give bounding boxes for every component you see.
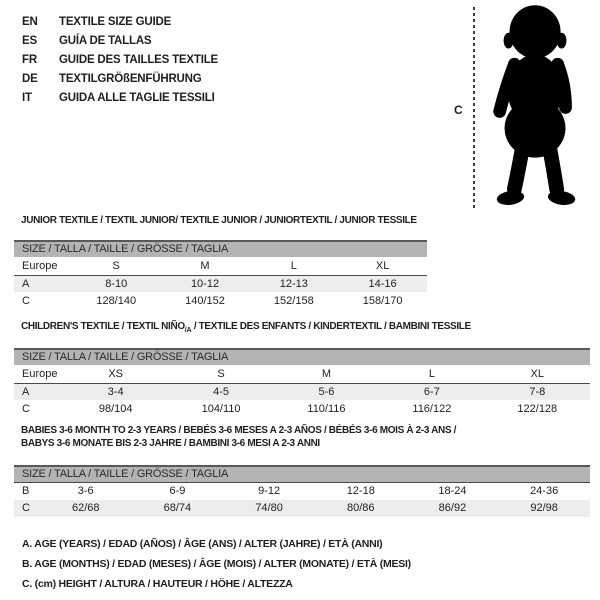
junior-size-header-label: SIZE / TALLA / TAILLE / GRÖSSE / TAGLIA xyxy=(14,241,427,257)
babies-size-table xyxy=(14,465,590,517)
junior-value-cell: 14-16 xyxy=(338,275,427,292)
junior-size-column-header: S xyxy=(72,257,161,275)
junior-value-cell: 8-10 xyxy=(72,275,161,292)
language-label: TEXTILGRÖßENFÜHRUNG xyxy=(59,73,202,85)
junior-value-cell: 140/152 xyxy=(185,294,225,307)
babies-textile-section xyxy=(14,424,590,514)
children-value-cell: 116/122 xyxy=(412,402,452,415)
junior-row-A xyxy=(14,275,427,292)
babies-value-cell: 92/98 xyxy=(498,500,590,517)
legend-age-years: A. AGE (YEARS) / EDAD (AÑOS) / ÂGE (ANS) / ALTER (JAHRE) / ETÀ (ANNI) xyxy=(22,538,383,550)
children-value-cell: 5-6 xyxy=(274,383,379,400)
junior-region-row xyxy=(14,257,427,275)
babies-size-header-label: SIZE / TALLA / TAILLE / GRÖSSE / TAGLIA xyxy=(14,466,590,483)
junior-textile-section xyxy=(14,214,427,307)
junior-size-column-header: XL xyxy=(338,257,427,275)
babies-value-cell: 24-36 xyxy=(530,485,559,498)
language-list xyxy=(22,13,218,108)
babies-value-cell: 18-24 xyxy=(438,485,467,498)
children-size-column-header: L xyxy=(379,365,484,383)
children-row-C xyxy=(14,400,590,417)
junior-row-C xyxy=(14,292,427,309)
language-label: TEXTILE SIZE GUIDE xyxy=(59,16,172,28)
language-code: ES xyxy=(22,35,37,47)
babies-value-cell: 80/86 xyxy=(315,500,407,517)
children-size-column-header: M xyxy=(274,365,379,383)
legend-age-months: B. AGE (MONTHS) / EDAD (MESES) / ÂGE (MOIS) / ALTER (MONATE) / ETÀ (MESI) xyxy=(22,558,411,570)
children-title-subscript: /A xyxy=(184,327,192,334)
legend xyxy=(22,534,411,594)
children-value-cell: 122/128 xyxy=(517,402,558,415)
junior-row-label: C xyxy=(22,294,30,307)
junior-value-cell: 128/140 xyxy=(96,294,137,307)
children-value-cell: 110/116 xyxy=(307,402,346,415)
height-dotted-line xyxy=(473,7,475,208)
language-row-it xyxy=(22,89,218,108)
children-value-cell: 104/110 xyxy=(201,402,241,415)
junior-section-title: JUNIOR TEXTILE / TEXTIL JUNIOR/ TEXTILE JUNIOR / JUNIORTEXTIL / JUNIOR TESSILE xyxy=(21,215,417,226)
children-region-label: Europe xyxy=(14,365,63,383)
language-label: GUÍA DE TALLAS xyxy=(59,35,152,47)
babies-value-cell: 12-18 xyxy=(346,485,375,498)
language-row-es xyxy=(22,32,218,51)
children-size-header-bar xyxy=(14,349,590,365)
babies-row-label: B xyxy=(22,485,30,498)
language-code: FR xyxy=(22,54,37,66)
children-size-column-header: XL xyxy=(485,365,590,383)
language-code: EN xyxy=(22,16,38,28)
language-row-de xyxy=(22,70,218,89)
children-size-header-label: SIZE / TALLA / TAILLE / GRÖSSE / TAGLIA xyxy=(14,349,590,365)
language-label: GUIDE DES TAILLES TEXTILE xyxy=(59,54,218,66)
babies-value-cell: 9-12 xyxy=(258,485,281,498)
babies-title-line1: BABIES 3-6 MONTH TO 2-3 YEARS / BEBÉS 3-6 MESES A 2-3 AÑOS / BÉBÉS 3-6 MOIS À 2-3 ANS / xyxy=(21,425,457,436)
language-row-fr xyxy=(22,51,218,70)
junior-region-label: Europe xyxy=(14,257,72,275)
babies-row-label: C xyxy=(14,500,40,517)
language-code: IT xyxy=(22,92,32,104)
babies-size-header-bar xyxy=(14,466,590,483)
children-value-cell: 4-5 xyxy=(168,383,273,400)
babies-row-C xyxy=(14,500,590,517)
children-region-row xyxy=(14,365,590,383)
children-title-text: CHILDREN'S TEXTILE / TEXTIL NIÑO xyxy=(21,321,185,332)
height-marker-label: C xyxy=(454,103,463,117)
children-value-cell: 3-4 xyxy=(63,383,168,400)
baby-silhouette-icon xyxy=(481,3,594,210)
babies-value-cell: 68/74 xyxy=(132,500,224,517)
children-size-column-header: S xyxy=(168,365,273,383)
junior-value-cell: 12-13 xyxy=(249,275,338,292)
children-title-text: / TEXTILE DES ENFANTS / KINDERTEXTIL / BAMBINI TESSILE xyxy=(191,321,471,332)
children-row-label: A xyxy=(14,383,63,400)
legend-height-cm: C. (cm) HEIGHT / ALTURA / HAUTEUR / HÖHE / ALTEZZA xyxy=(22,578,293,590)
children-section-title xyxy=(14,320,590,337)
language-label: GUIDA ALLE TAGLIE TESSILI xyxy=(59,92,215,104)
junior-value-cell: 10-12 xyxy=(161,275,250,292)
junior-value-cell: 152/158 xyxy=(273,294,314,307)
babies-title-line2: BABYS 3-6 MONATE BIS 2-3 JAHRE / BAMBINI 3-6 MESI A 2-3 ANNI xyxy=(21,438,320,449)
babies-value-cell: 74/80 xyxy=(223,500,315,517)
junior-size-column-header: M xyxy=(161,257,250,275)
babies-value-cell: 62/68 xyxy=(40,500,132,517)
babies-value-cell: 6-9 xyxy=(169,485,186,498)
babies-row-B xyxy=(14,483,590,500)
babies-value-cell: 3-6 xyxy=(77,485,94,498)
children-textile-section xyxy=(14,320,590,415)
junior-size-column-header: L xyxy=(249,257,338,275)
junior-value-cell: 158/170 xyxy=(362,294,403,307)
children-size-column-header: XS xyxy=(63,365,168,383)
language-code: DE xyxy=(22,73,38,85)
children-value-cell: 98/104 xyxy=(98,402,133,415)
children-value-cell: 7-8 xyxy=(485,383,590,400)
children-row-label: C xyxy=(22,402,30,415)
babies-section-title xyxy=(14,424,590,450)
children-row-A xyxy=(14,383,590,400)
junior-size-table xyxy=(14,240,427,309)
children-value-cell: 6-7 xyxy=(379,383,484,400)
junior-size-header-bar xyxy=(14,241,427,257)
babies-value-cell: 86/92 xyxy=(407,500,499,517)
junior-row-label: A xyxy=(14,275,72,292)
children-size-table xyxy=(14,348,590,417)
language-row-en xyxy=(22,13,218,32)
